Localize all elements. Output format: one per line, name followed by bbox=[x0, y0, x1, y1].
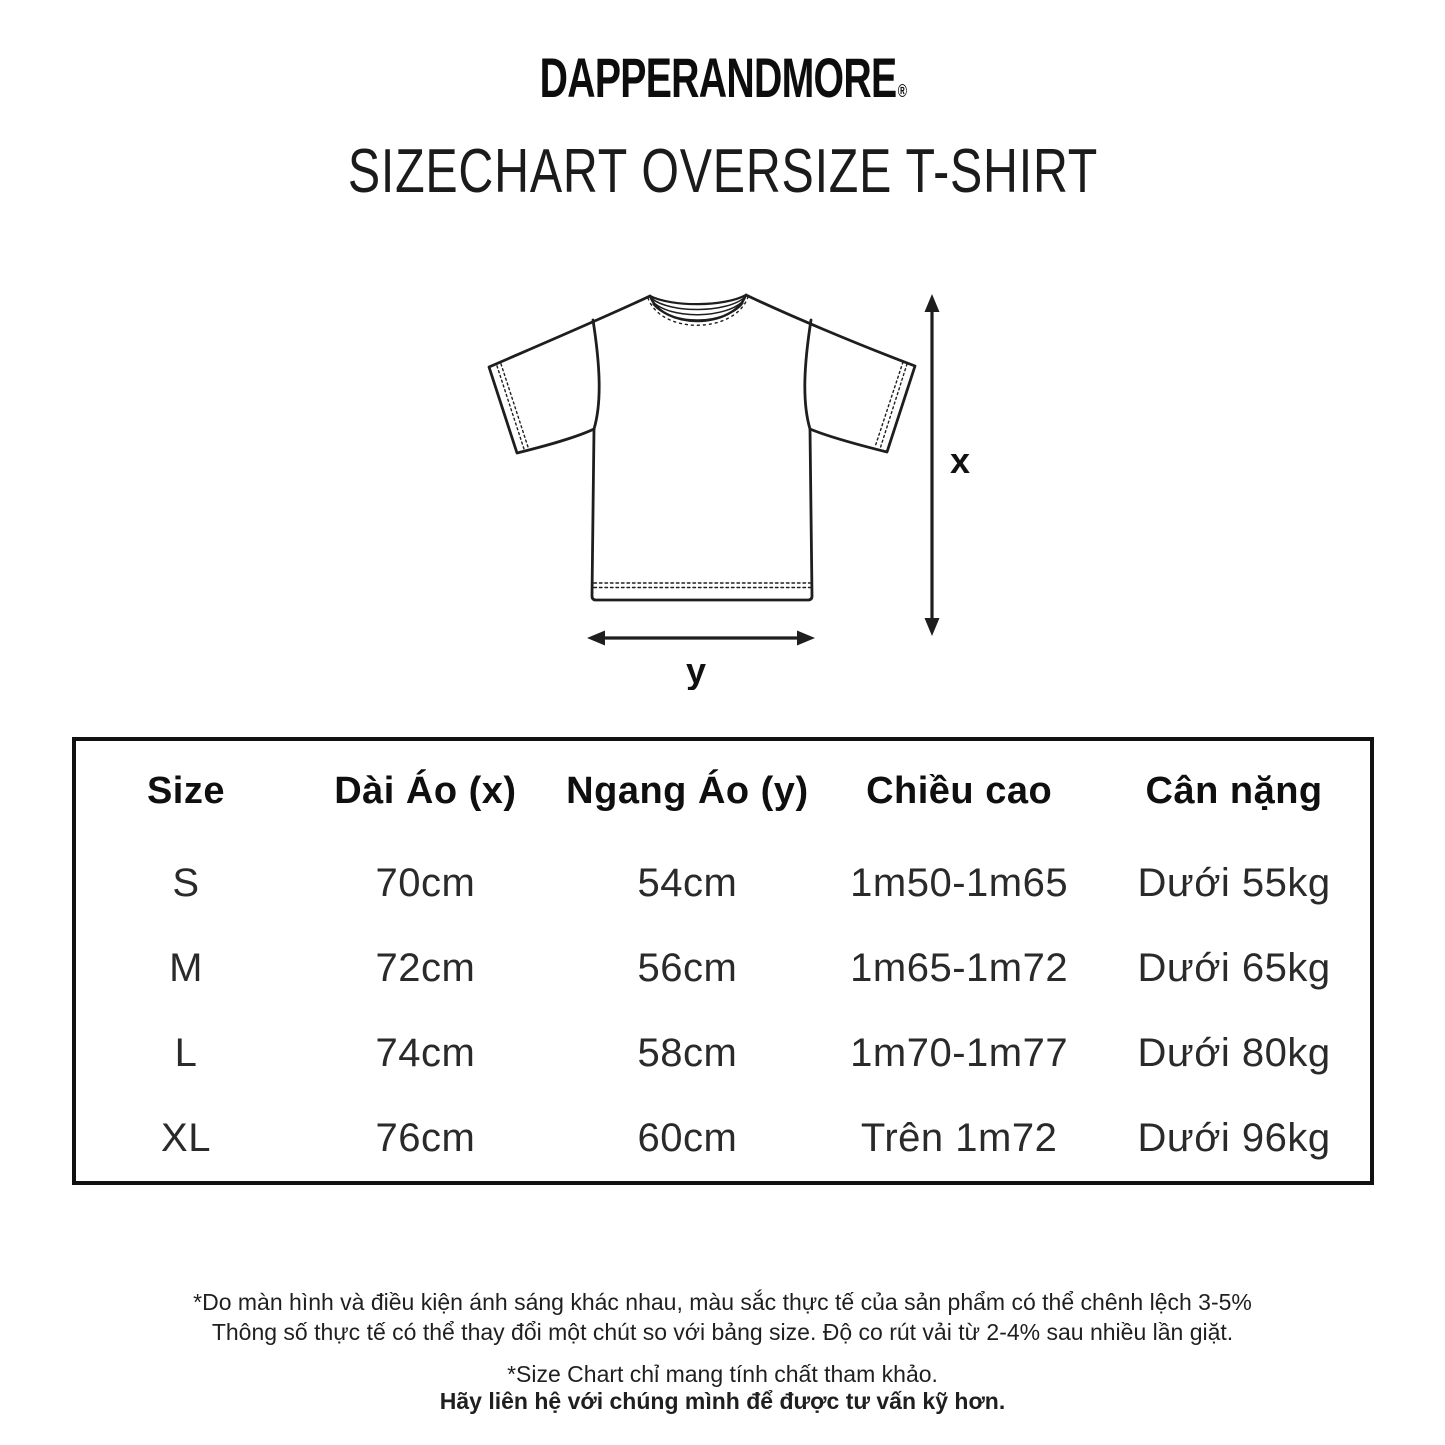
table-cell: 1m70-1m77 bbox=[850, 1031, 1069, 1075]
table-size-cell: M bbox=[169, 946, 203, 990]
size-table bbox=[72, 737, 1374, 1185]
right-cuff-stitch-2 bbox=[875, 362, 903, 447]
x-dimension-label: x bbox=[950, 440, 971, 481]
note-measurement-variance: Thông số thực tế có thể thay đổi một chút so với bảng size. Độ co rút vải từ 2-4% sau nhiều lần giặt. bbox=[211, 1319, 1234, 1345]
table-size-cell: L bbox=[174, 1031, 198, 1075]
table-cell: Dưới 80kg bbox=[1137, 1031, 1331, 1075]
tshirt-right-shoulder bbox=[746, 295, 915, 452]
table-cell: 74cm bbox=[375, 1031, 476, 1075]
collar-top-edge bbox=[650, 295, 746, 304]
tshirt-left-shoulder bbox=[489, 296, 650, 453]
table-header-cell: Dài Áo (x) bbox=[334, 769, 517, 812]
table-cell: 1m65-1m72 bbox=[850, 946, 1069, 990]
tshirt-body bbox=[592, 320, 812, 600]
y-dimension-label: y bbox=[685, 650, 707, 690]
table-header-cell: Chiều cao bbox=[866, 769, 1053, 812]
page-title: SIZECHART OVERSIZE T-SHIRT bbox=[347, 137, 1098, 206]
table-cell: 70cm bbox=[375, 861, 476, 905]
reference-notes bbox=[0, 1361, 1445, 1415]
table-cell: 58cm bbox=[637, 1031, 738, 1075]
table-cell: 54cm bbox=[637, 861, 738, 905]
brand-logo bbox=[539, 46, 906, 109]
table-size-cell: XL bbox=[161, 1116, 211, 1160]
table-size-cell: S bbox=[172, 861, 200, 905]
table-cell: 72cm bbox=[375, 946, 476, 990]
note-reference-only: *Size Chart chỉ mang tính chất tham khảo. bbox=[507, 1361, 938, 1387]
table-cell: 1m50-1m65 bbox=[850, 861, 1069, 905]
brand-logo-text: DAPPERANDMORE bbox=[539, 46, 896, 109]
table-header-cell: Size bbox=[146, 769, 225, 812]
table-cell: Trên 1m72 bbox=[860, 1116, 1058, 1160]
page-title-row bbox=[0, 137, 1445, 206]
x-dimension-arrow bbox=[925, 294, 940, 636]
y-dimension-arrow bbox=[587, 631, 815, 646]
table-header-cell: Ngang Áo (y) bbox=[566, 769, 809, 812]
note-color-difference: *Do màn hình và điều kiện ánh sáng khác nhau, màu sắc thực tế của sản phẩm có thể chênh lệch 3-5% bbox=[193, 1289, 1252, 1315]
table-cell: 56cm bbox=[637, 946, 738, 990]
left-cuff-stitch-2 bbox=[501, 364, 528, 447]
brand-header bbox=[0, 46, 1445, 109]
table-cell: 76cm bbox=[375, 1116, 476, 1160]
table-cell: Dưới 55kg bbox=[1137, 861, 1331, 905]
note-contact-us: Hãy liên hệ với chúng mình để được tư vấn kỹ hơn. bbox=[439, 1388, 1006, 1414]
table-header-cell: Cân nặng bbox=[1145, 769, 1323, 812]
tshirt-diagram bbox=[460, 270, 980, 690]
registered-mark: ® bbox=[897, 81, 906, 101]
table-cell: Dưới 96kg bbox=[1137, 1116, 1331, 1160]
table-cell: Dưới 65kg bbox=[1137, 946, 1331, 990]
disclaimer-notes bbox=[0, 1287, 1445, 1347]
table-cell: 60cm bbox=[637, 1116, 738, 1160]
